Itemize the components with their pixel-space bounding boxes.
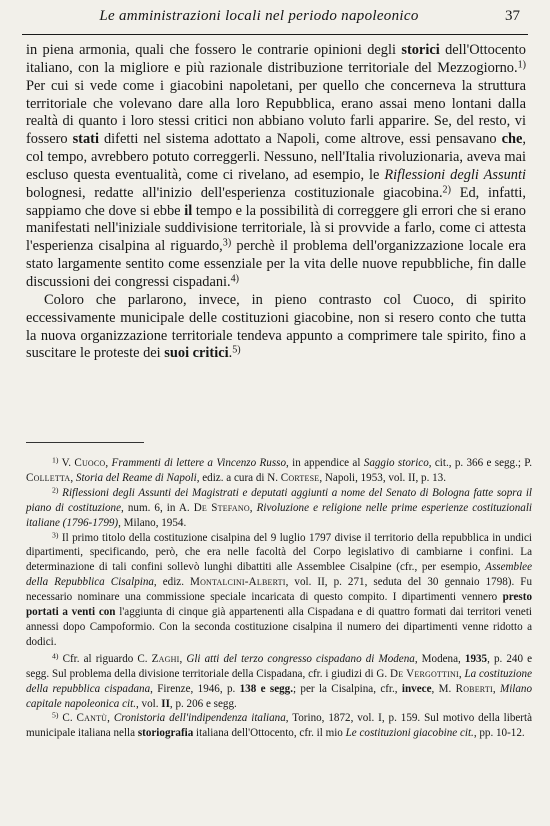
- note-ref-5: 5): [232, 344, 241, 356]
- header-rule: [22, 34, 528, 35]
- main-text: [26, 42, 526, 363]
- page-header: [58, 8, 520, 30]
- note-ref-4: 4): [230, 273, 240, 285]
- footnote-divider: [26, 442, 144, 443]
- footnote-3: $^{3)}$ Il primo titolo della costituzione cisalpina del 9 luglio 1797 divise il territorio della repubblica in undici dipartimenti, specificando, però, che era nelle facoltà del Corpo legislativo di cambiarne i confini. La determinazione di tali confini sollevò lunghi dibattiti alle Assemblee Cisalpine (cfr., per esempio, Assemblee della Repubblica Cisalpina, ediz. Montalcini-Alberti, vol. II, p. 271, seduta del 30 gennaio 1798). Fu necessario nominare una commissione speciale incaricata di questo compito. I dipartimenti vennero presto portati a venti con l'aggiunta di cinque già appartenenti alla Cispadana e di quattro formati dai territori veneti annessi dopo Campoformio. Con la seconda costituzione cisalpina il numero dei dipartimenti venne ridotto a dodici.: [26, 530, 533, 648]
- footnote-1: $^{1)}$ V. Cuoco, Frammenti di lettere a Vincenzo Russo, in appendice al Saggio storico, cit., p. 366 e segg.; P. Colletta, Storia del Reame di Napoli, ediz. a cura di N. Cortese, Napoli, 1953, vol. II, p. 13.: [26, 455, 533, 484]
- footnote-2: $^{2)}$ Riflessioni degli Assunti dei Magistrati e deputati aggiunti a nome del Senato di Bologna fatte sopra il piano di costituzione, num. 6, in A. De Stefano, Rivoluzione e religione nelle prime esperienze costituzionali italiane (1796-1799), Milano, 1954.: [26, 485, 532, 529]
- paragraph-2: Coloro che parlarono, invece, in pieno contrasto col Cuoco, di spirito eccessivamente municipale delle costituzioni giacobine, non si resero conto che tutta la nuova organizzazione territoriale tendeva appunto a comprimere tale spirito, fino a suscitare le proteste dei suoi critici.$^{5)}$: [26, 291, 526, 362]
- footnote-4: $^{4)}$ Cfr. al riguardo C. Zaghi, Gli atti del terzo congresso cispadano di Modena, Modena, 1935, p. 240 e segg. Sul problema della divisione territoriale della Cispadana, cfr. i giudizi di G. De Vergottini, La costituzione della repubblica cispadana, Firenze, 1946, p. 138 e segg.; per la Cisalpina, cfr., invece, M. Roberti, Milano capitale napoleonica cit., vol. II, p. 206 e segg.: [26, 651, 533, 710]
- note-ref-3: 3): [222, 237, 232, 249]
- page-number: 37: [505, 8, 520, 24]
- paragraph-1: in piena armonia, quali che fossero le contrarie opinioni degli storici dell'Ottocento italiano, con la migliore e più razionale distribuzione territoriale del Mezzogiorno.$^{1)}$ Per cui si vede come i giacobini napoletani, per quello che concerneva la struttura territoriale che volevano dare alla loro Repubblica, erano assai meno lontani dalla realtà di quanto i loro stessi critici non abbiano voluto farli apparire. Se, del resto, vi fossero stati difetti nel sistema adottato a Napoli, come altrove, essi pensavano che, col tempo, avrebbero potuto correggerli. Nessuno, nell'Italia rivoluzionaria, aveva mai escluso questa eventualità, come ci rivelano, ad esempio, le Riflessioni degli Assunti bolognesi, redatte all'inizio dell'esperienza costituzionale giacobina.$^{2)}$ Ed, infatti, sappiamo che dove si ebbe il tempo e la possibilità di correggere gli errori che si erano manifestati nell'iniziale suddivisione territoriale, là si provvide a farlo, come ci attesta l'esperienza cisalpina al riguardo,$^{3)}$ perchè il problema dell'organizzazione locale era stato largamente sentito come essenziale per la vita delle nuove repubbliche, fin dalle discussioni dei congressi cispadani.$^{4)}$: [26, 42, 526, 290]
- running-title: Le amministrazioni locali nel periodo napoleonico: [99, 8, 419, 24]
- footnotes: [26, 456, 532, 741]
- note-ref-1: 1): [517, 59, 526, 71]
- footnote-5: $^{5)}$ C. Cantù, Cronistoria dell'indipendenza italiana, Torino, 1872, vol. I, p. 159. Sul motivo della libertà municipale italiana nella storiografia italiana dell'Ottocento, cfr. il mio Le costituzioni giacobine cit., pp. 10-12.: [26, 710, 533, 740]
- note-ref-2: 2): [442, 184, 451, 196]
